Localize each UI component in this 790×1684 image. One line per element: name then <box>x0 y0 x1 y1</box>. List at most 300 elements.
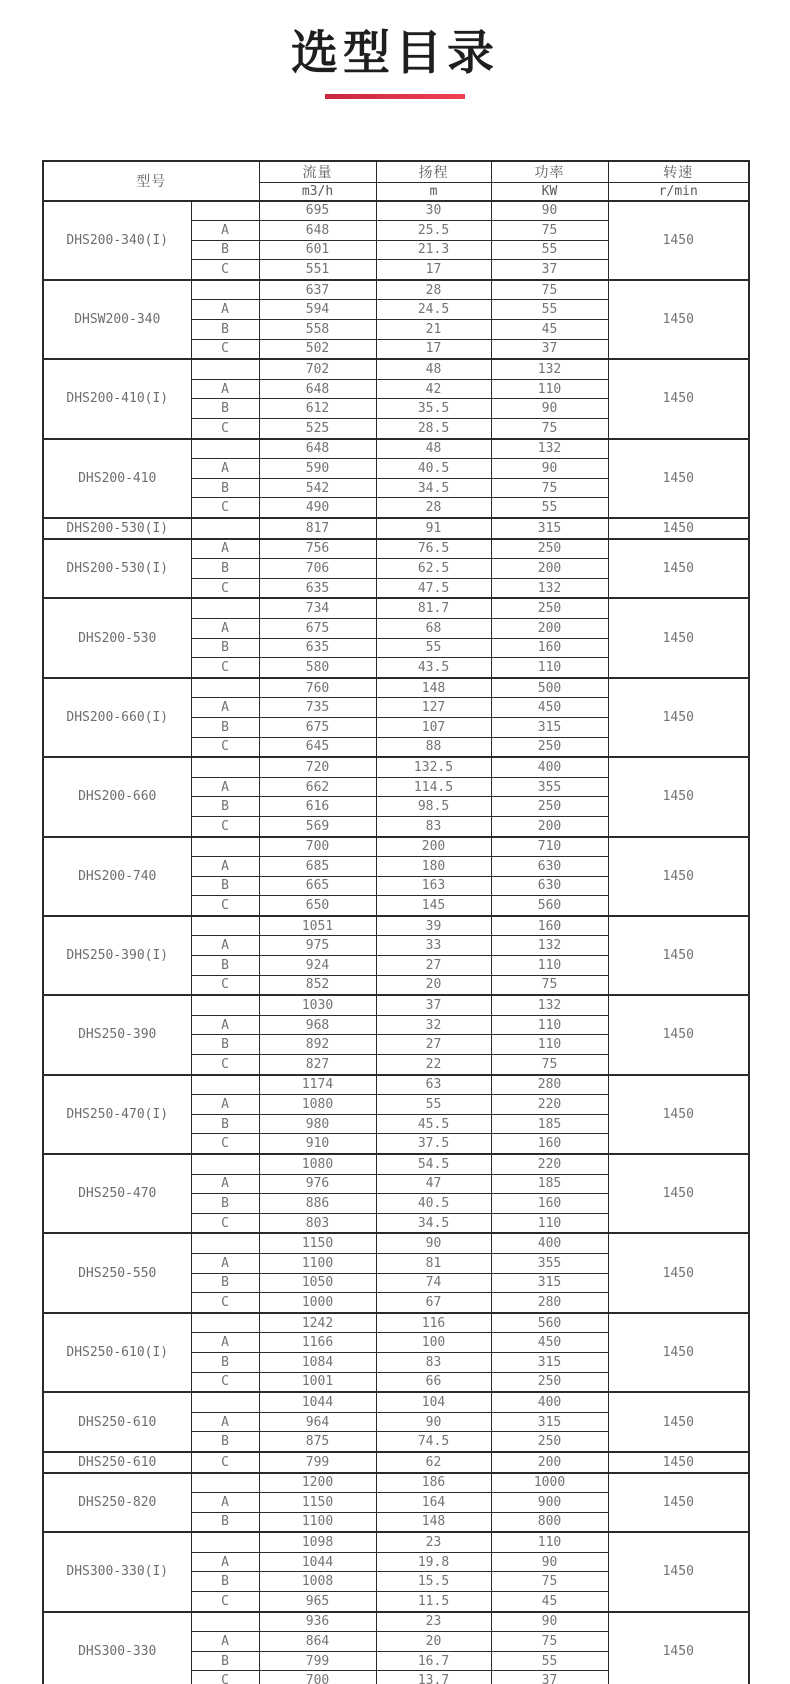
grade-cell: A <box>191 1174 259 1194</box>
head-cell: 20 <box>376 975 491 995</box>
header-speed: 转速 <box>608 161 749 183</box>
power-cell: 132 <box>491 359 608 379</box>
grade-cell: A <box>191 936 259 956</box>
power-cell: 450 <box>491 1333 608 1353</box>
flow-cell: 886 <box>259 1194 376 1214</box>
flow-cell: 700 <box>259 837 376 857</box>
flow-cell: 1080 <box>259 1154 376 1174</box>
power-cell: 400 <box>491 1233 608 1253</box>
grade-cell: A <box>191 698 259 718</box>
flow-cell: 799 <box>259 1651 376 1671</box>
flow-cell: 827 <box>259 1055 376 1075</box>
grade-cell <box>191 1612 259 1632</box>
flow-cell: 551 <box>259 260 376 280</box>
head-cell: 21 <box>376 320 491 340</box>
power-cell: 200 <box>491 816 608 836</box>
flow-cell: 502 <box>259 339 376 359</box>
power-cell: 200 <box>491 618 608 638</box>
head-cell: 98.5 <box>376 797 491 817</box>
grade-cell: C <box>191 1213 259 1233</box>
head-cell: 81 <box>376 1253 491 1273</box>
head-cell: 74 <box>376 1273 491 1293</box>
grade-cell: A <box>191 1095 259 1115</box>
power-cell: 280 <box>491 1075 608 1095</box>
header-head: 扬程 <box>376 161 491 183</box>
table-row <box>43 539 749 559</box>
grade-cell <box>191 201 259 221</box>
speed-cell: 1450 <box>608 518 749 539</box>
grade-cell: C <box>191 339 259 359</box>
head-cell: 127 <box>376 698 491 718</box>
head-cell: 47.5 <box>376 578 491 598</box>
head-cell: 39 <box>376 916 491 936</box>
table-row <box>43 1313 749 1333</box>
grade-cell: B <box>191 797 259 817</box>
grade-cell: C <box>191 1592 259 1612</box>
head-cell: 145 <box>376 896 491 916</box>
grade-cell: B <box>191 876 259 896</box>
power-cell: 132 <box>491 995 608 1015</box>
flow-cell: 817 <box>259 518 376 539</box>
power-cell: 110 <box>491 1532 608 1552</box>
flow-cell: 702 <box>259 359 376 379</box>
power-cell: 560 <box>491 1313 608 1333</box>
power-cell: 1000 <box>491 1473 608 1493</box>
flow-cell: 1051 <box>259 916 376 936</box>
flow-cell: 1080 <box>259 1095 376 1115</box>
flow-cell: 525 <box>259 419 376 439</box>
head-cell: 15.5 <box>376 1572 491 1592</box>
speed-cell: 1450 <box>608 280 749 359</box>
power-cell: 55 <box>491 498 608 518</box>
power-cell: 710 <box>491 837 608 857</box>
flow-cell: 803 <box>259 1213 376 1233</box>
power-cell: 90 <box>491 1552 608 1572</box>
speed-cell: 1450 <box>608 1612 749 1684</box>
header-power-unit: KW <box>491 183 608 201</box>
head-cell: 43.5 <box>376 658 491 678</box>
flow-cell: 936 <box>259 1612 376 1632</box>
model-cell: DHS200-410 <box>43 439 191 518</box>
table-row <box>43 201 749 221</box>
power-cell: 37 <box>491 1671 608 1684</box>
flow-cell: 706 <box>259 559 376 579</box>
pump-selection-table <box>42 160 750 1684</box>
power-cell: 75 <box>491 478 608 498</box>
grade-cell <box>191 1233 259 1253</box>
flow-cell: 980 <box>259 1114 376 1134</box>
speed-cell: 1450 <box>608 1233 749 1312</box>
head-cell: 27 <box>376 1035 491 1055</box>
grade-cell: A <box>191 1015 259 1035</box>
grade-cell: A <box>191 1493 259 1513</box>
flow-cell: 760 <box>259 678 376 698</box>
flow-cell: 1100 <box>259 1253 376 1273</box>
head-cell: 23 <box>376 1532 491 1552</box>
grade-cell: A <box>191 1632 259 1652</box>
power-cell: 630 <box>491 857 608 877</box>
flow-cell: 612 <box>259 399 376 419</box>
speed-cell: 1450 <box>608 1154 749 1233</box>
flow-cell: 1044 <box>259 1552 376 1572</box>
grade-cell <box>191 916 259 936</box>
power-cell: 500 <box>491 678 608 698</box>
grade-cell: B <box>191 956 259 976</box>
power-cell: 200 <box>491 559 608 579</box>
grade-cell: C <box>191 1452 259 1473</box>
head-cell: 114.5 <box>376 777 491 797</box>
flow-cell: 910 <box>259 1134 376 1154</box>
flow-cell: 650 <box>259 896 376 916</box>
flow-cell: 648 <box>259 439 376 459</box>
power-cell: 90 <box>491 1612 608 1632</box>
head-cell: 186 <box>376 1473 491 1493</box>
head-cell: 16.7 <box>376 1651 491 1671</box>
grade-cell <box>191 678 259 698</box>
grade-cell: A <box>191 1333 259 1353</box>
speed-cell: 1450 <box>608 1452 749 1473</box>
table-row <box>43 439 749 459</box>
model-cell: DHS200-340(I) <box>43 201 191 280</box>
power-cell: 110 <box>491 956 608 976</box>
head-cell: 42 <box>376 379 491 399</box>
grade-cell: C <box>191 1055 259 1075</box>
power-cell: 355 <box>491 1253 608 1273</box>
power-cell: 75 <box>491 280 608 300</box>
grade-cell: B <box>191 1512 259 1532</box>
flow-cell: 1242 <box>259 1313 376 1333</box>
head-cell: 62.5 <box>376 559 491 579</box>
power-cell: 280 <box>491 1293 608 1313</box>
head-cell: 11.5 <box>376 1592 491 1612</box>
head-cell: 100 <box>376 1333 491 1353</box>
model-cell: DHS250-610 <box>43 1452 191 1473</box>
table-row <box>43 598 749 618</box>
power-cell: 37 <box>491 339 608 359</box>
power-cell: 110 <box>491 1035 608 1055</box>
flow-cell: 645 <box>259 737 376 757</box>
table-row <box>43 678 749 698</box>
grade-cell: C <box>191 260 259 280</box>
grade-cell: C <box>191 1134 259 1154</box>
grade-cell: C <box>191 658 259 678</box>
grade-cell <box>191 1392 259 1412</box>
head-cell: 47 <box>376 1174 491 1194</box>
table-row <box>43 1392 749 1412</box>
head-cell: 33 <box>376 936 491 956</box>
grade-cell: A <box>191 221 259 241</box>
grade-cell: A <box>191 300 259 320</box>
power-cell: 220 <box>491 1095 608 1115</box>
grade-cell: A <box>191 379 259 399</box>
grade-cell: B <box>191 1352 259 1372</box>
header-model: 型号 <box>43 161 259 201</box>
power-cell: 37 <box>491 260 608 280</box>
flow-cell: 695 <box>259 201 376 221</box>
table-row <box>43 757 749 777</box>
head-cell: 104 <box>376 1392 491 1412</box>
head-cell: 23 <box>376 1612 491 1632</box>
power-cell: 75 <box>491 1055 608 1075</box>
grade-cell <box>191 280 259 300</box>
power-cell: 800 <box>491 1512 608 1532</box>
head-cell: 40.5 <box>376 1194 491 1214</box>
table-row <box>43 916 749 936</box>
grade-cell <box>191 359 259 379</box>
flow-cell: 700 <box>259 1671 376 1684</box>
grade-cell: B <box>191 1572 259 1592</box>
flow-cell: 490 <box>259 498 376 518</box>
flow-cell: 662 <box>259 777 376 797</box>
power-cell: 250 <box>491 598 608 618</box>
power-cell: 315 <box>491 1352 608 1372</box>
grade-cell: B <box>191 717 259 737</box>
power-cell: 75 <box>491 975 608 995</box>
grade-cell: A <box>191 777 259 797</box>
table-row <box>43 280 749 300</box>
flow-cell: 601 <box>259 240 376 260</box>
flow-cell: 580 <box>259 658 376 678</box>
flow-cell: 892 <box>259 1035 376 1055</box>
head-cell: 35.5 <box>376 399 491 419</box>
flow-cell: 1098 <box>259 1532 376 1552</box>
grade-cell: C <box>191 578 259 598</box>
grade-cell: A <box>191 618 259 638</box>
head-cell: 55 <box>376 638 491 658</box>
power-cell: 132 <box>491 578 608 598</box>
flow-cell: 852 <box>259 975 376 995</box>
head-cell: 90 <box>376 1233 491 1253</box>
power-cell: 315 <box>491 1412 608 1432</box>
power-cell: 400 <box>491 757 608 777</box>
head-cell: 27 <box>376 956 491 976</box>
table-row <box>43 837 749 857</box>
header-flow-unit: m3/h <box>259 183 376 201</box>
flow-cell: 590 <box>259 459 376 479</box>
grade-cell: B <box>191 1432 259 1452</box>
head-cell: 81.7 <box>376 598 491 618</box>
power-cell: 90 <box>491 201 608 221</box>
model-cell: DHS200-660(I) <box>43 678 191 757</box>
power-cell: 75 <box>491 1632 608 1652</box>
model-cell: DHS250-610 <box>43 1392 191 1452</box>
flow-cell: 1001 <box>259 1372 376 1392</box>
model-cell: DHS300-330(I) <box>43 1532 191 1611</box>
flow-cell: 1044 <box>259 1392 376 1412</box>
head-cell: 28 <box>376 498 491 518</box>
flow-cell: 734 <box>259 598 376 618</box>
power-cell: 185 <box>491 1174 608 1194</box>
head-cell: 91 <box>376 518 491 539</box>
power-cell: 900 <box>491 1493 608 1513</box>
flow-cell: 675 <box>259 618 376 638</box>
model-cell: DHS250-390(I) <box>43 916 191 995</box>
flow-cell: 1008 <box>259 1572 376 1592</box>
head-cell: 200 <box>376 837 491 857</box>
power-cell: 90 <box>491 459 608 479</box>
flow-cell: 685 <box>259 857 376 877</box>
grade-cell <box>191 837 259 857</box>
table-row <box>43 1452 749 1473</box>
table-row <box>43 1154 749 1174</box>
flow-cell: 635 <box>259 578 376 598</box>
head-cell: 83 <box>376 1352 491 1372</box>
grade-cell: C <box>191 498 259 518</box>
model-cell: DHS200-660 <box>43 757 191 836</box>
power-cell: 250 <box>491 737 608 757</box>
power-cell: 55 <box>491 300 608 320</box>
grade-cell <box>191 1473 259 1493</box>
model-cell: DHSW200-340 <box>43 280 191 359</box>
power-cell: 315 <box>491 717 608 737</box>
head-cell: 68 <box>376 618 491 638</box>
grade-cell: A <box>191 539 259 559</box>
grade-cell <box>191 1075 259 1095</box>
speed-cell: 1450 <box>608 201 749 280</box>
power-cell: 160 <box>491 638 608 658</box>
speed-cell: 1450 <box>608 439 749 518</box>
head-cell: 90 <box>376 1412 491 1432</box>
model-cell: DHS200-530(I) <box>43 518 191 539</box>
grade-cell: A <box>191 1552 259 1572</box>
table-row <box>43 1532 749 1552</box>
head-cell: 37 <box>376 995 491 1015</box>
power-cell: 400 <box>491 1392 608 1412</box>
grade-cell: A <box>191 1412 259 1432</box>
grade-cell: B <box>191 478 259 498</box>
flow-cell: 594 <box>259 300 376 320</box>
flow-cell: 558 <box>259 320 376 340</box>
flow-cell: 1084 <box>259 1352 376 1372</box>
power-cell: 110 <box>491 658 608 678</box>
table-row <box>43 1233 749 1253</box>
grade-cell <box>191 1313 259 1333</box>
flow-cell: 968 <box>259 1015 376 1035</box>
flow-cell: 648 <box>259 379 376 399</box>
power-cell: 250 <box>491 539 608 559</box>
power-cell: 75 <box>491 419 608 439</box>
flow-cell: 569 <box>259 816 376 836</box>
flow-cell: 924 <box>259 956 376 976</box>
speed-cell: 1450 <box>608 995 749 1074</box>
power-cell: 110 <box>491 1015 608 1035</box>
flow-cell: 1030 <box>259 995 376 1015</box>
grade-cell: B <box>191 399 259 419</box>
head-cell: 28 <box>376 280 491 300</box>
grade-cell: B <box>191 320 259 340</box>
grade-cell: A <box>191 857 259 877</box>
speed-cell: 1450 <box>608 916 749 995</box>
head-cell: 54.5 <box>376 1154 491 1174</box>
flow-cell: 616 <box>259 797 376 817</box>
grade-cell: B <box>191 638 259 658</box>
head-cell: 55 <box>376 1095 491 1115</box>
head-cell: 180 <box>376 857 491 877</box>
grade-cell: C <box>191 816 259 836</box>
grade-cell: C <box>191 896 259 916</box>
power-cell: 315 <box>491 518 608 539</box>
model-cell: DHS200-740 <box>43 837 191 916</box>
power-cell: 75 <box>491 1572 608 1592</box>
table-row <box>43 359 749 379</box>
head-cell: 45.5 <box>376 1114 491 1134</box>
flow-cell: 637 <box>259 280 376 300</box>
table-row <box>43 1473 749 1493</box>
page-title: 选型目录 <box>291 26 499 81</box>
model-cell: DHS250-610(I) <box>43 1313 191 1392</box>
head-cell: 62 <box>376 1452 491 1473</box>
head-cell: 19.8 <box>376 1552 491 1572</box>
head-cell: 40.5 <box>376 459 491 479</box>
power-cell: 75 <box>491 221 608 241</box>
table-row <box>43 1075 749 1095</box>
power-cell: 160 <box>491 1134 608 1154</box>
header-flow: 流量 <box>259 161 376 183</box>
power-cell: 250 <box>491 1432 608 1452</box>
table-row <box>43 1612 749 1632</box>
flow-cell: 648 <box>259 221 376 241</box>
flow-cell: 864 <box>259 1632 376 1652</box>
power-cell: 132 <box>491 439 608 459</box>
grade-cell: A <box>191 459 259 479</box>
head-cell: 132.5 <box>376 757 491 777</box>
head-cell: 22 <box>376 1055 491 1075</box>
flow-cell: 1150 <box>259 1493 376 1513</box>
grade-cell: B <box>191 1651 259 1671</box>
speed-cell: 1450 <box>608 1473 749 1533</box>
power-cell: 55 <box>491 1651 608 1671</box>
grade-cell: B <box>191 240 259 260</box>
flow-cell: 1166 <box>259 1333 376 1353</box>
grade-cell: B <box>191 1114 259 1134</box>
head-cell: 63 <box>376 1075 491 1095</box>
grade-cell: A <box>191 1253 259 1273</box>
grade-cell <box>191 439 259 459</box>
flow-cell: 720 <box>259 757 376 777</box>
flow-cell: 875 <box>259 1432 376 1452</box>
head-cell: 48 <box>376 359 491 379</box>
header-power: 功率 <box>491 161 608 183</box>
flow-cell: 964 <box>259 1412 376 1432</box>
flow-cell: 756 <box>259 539 376 559</box>
grade-cell: C <box>191 1671 259 1684</box>
speed-cell: 1450 <box>608 837 749 916</box>
head-cell: 25.5 <box>376 221 491 241</box>
model-cell: DHS250-470(I) <box>43 1075 191 1154</box>
head-cell: 116 <box>376 1313 491 1333</box>
power-cell: 315 <box>491 1273 608 1293</box>
table-row <box>43 518 749 539</box>
head-cell: 32 <box>376 1015 491 1035</box>
head-cell: 163 <box>376 876 491 896</box>
head-cell: 21.3 <box>376 240 491 260</box>
table-row <box>43 995 749 1015</box>
grade-cell <box>191 1154 259 1174</box>
power-cell: 185 <box>491 1114 608 1134</box>
model-cell: DHS250-470 <box>43 1154 191 1233</box>
power-cell: 160 <box>491 916 608 936</box>
power-cell: 560 <box>491 896 608 916</box>
speed-cell: 1450 <box>608 359 749 438</box>
speed-cell: 1450 <box>608 539 749 599</box>
model-cell: DHS200-530(I) <box>43 539 191 599</box>
flow-cell: 1000 <box>259 1293 376 1313</box>
head-cell: 37.5 <box>376 1134 491 1154</box>
grade-cell <box>191 1532 259 1552</box>
power-cell: 45 <box>491 1592 608 1612</box>
grade-cell <box>191 995 259 1015</box>
flow-cell: 1050 <box>259 1273 376 1293</box>
